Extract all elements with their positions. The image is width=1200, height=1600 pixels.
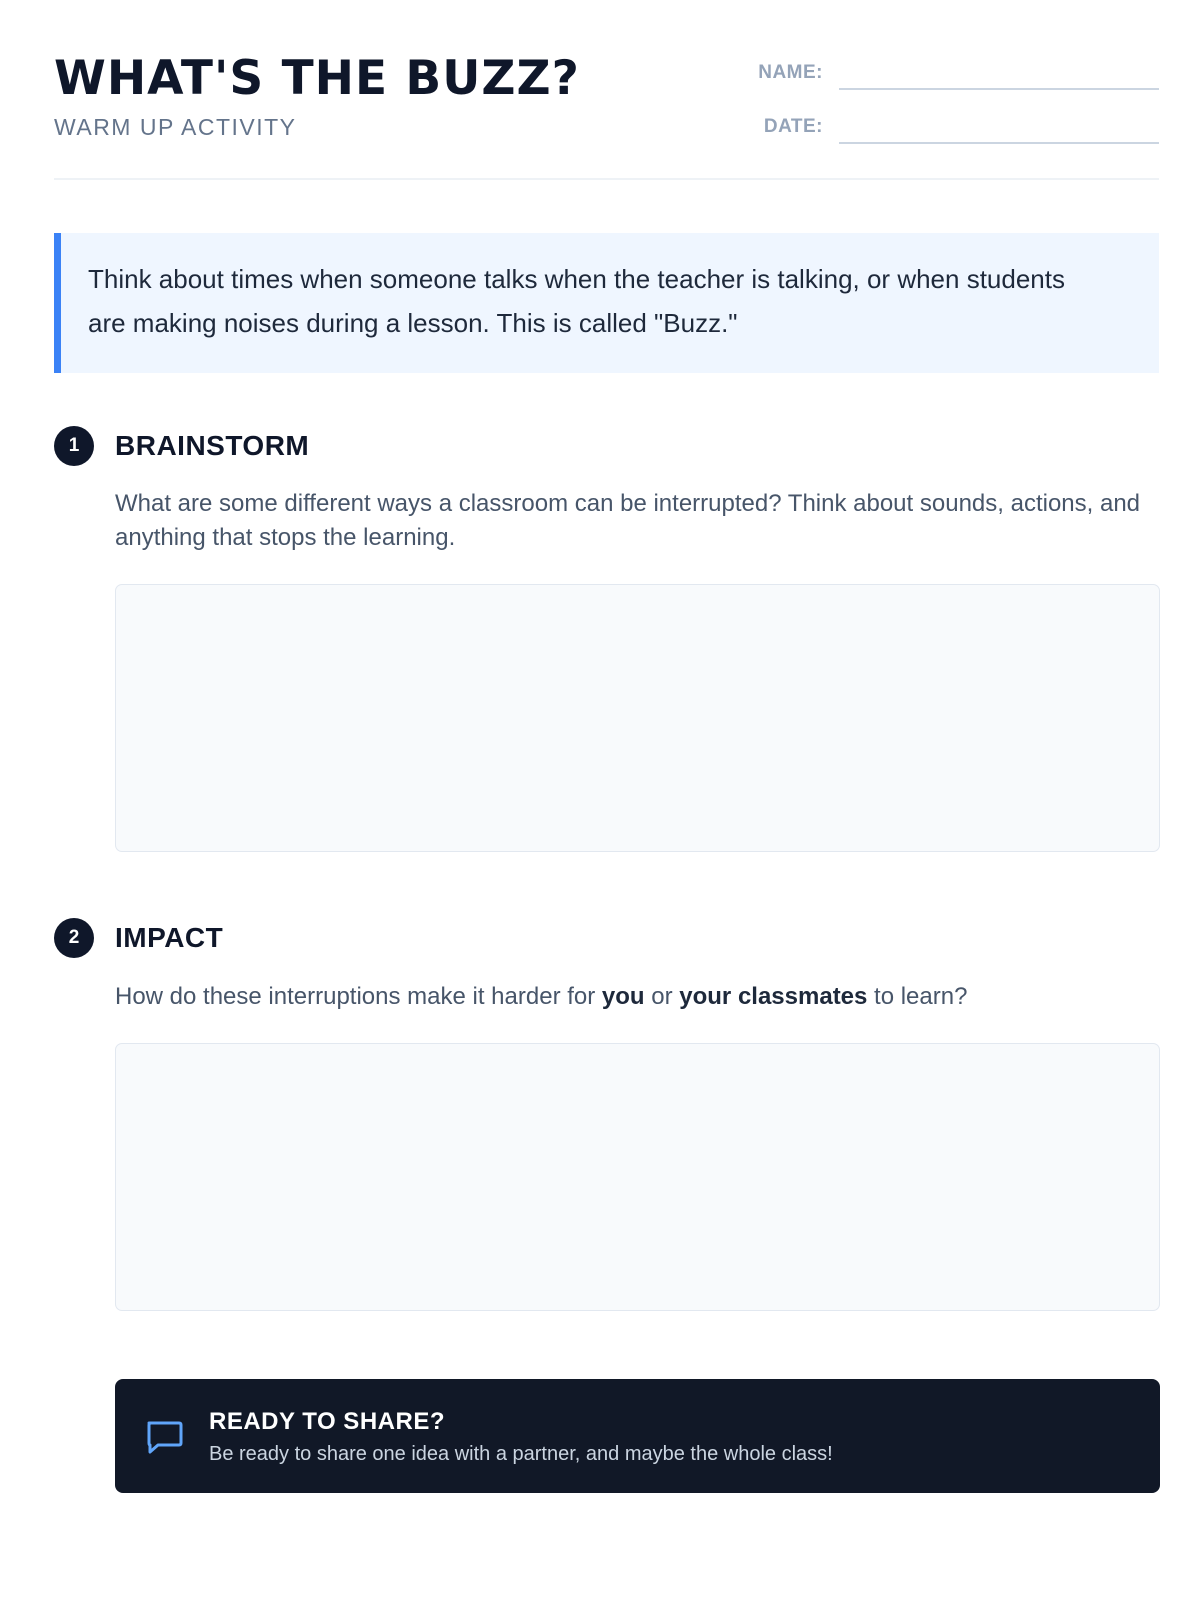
date-row xyxy=(699,110,1159,150)
worksheet-header xyxy=(54,48,1159,180)
section-title-impact: IMPACT xyxy=(115,922,224,953)
page-subtitle: WARM UP ACTIVITY xyxy=(54,114,297,140)
chat-bubble-icon xyxy=(143,1415,185,1457)
name-field[interactable] xyxy=(839,64,1159,90)
impact-prompt-emphasis-you: you xyxy=(601,983,645,1010)
section-brainstorm-header xyxy=(54,425,654,467)
impact-answer-box[interactable] xyxy=(115,1043,1160,1311)
impact-prompt xyxy=(115,980,1160,1014)
intro-callout xyxy=(54,233,1159,373)
impact-prompt-text: How do these interruptions make it harder for xyxy=(115,983,602,1010)
section-title-brainstorm: BRAINSTORM xyxy=(115,430,310,461)
share-title: READY TO SHARE? xyxy=(209,1408,445,1435)
name-label: NAME: xyxy=(758,62,823,83)
brainstorm-answer-box[interactable] xyxy=(115,584,1160,852)
section-impact-header xyxy=(54,917,654,959)
section-number-badge: 1 xyxy=(54,426,94,466)
intro-text: Think about times when someone talks when the teacher is talking, or when students are making noises during a lesson. This is called "Buzz." xyxy=(88,264,1065,338)
section-number-badge: 2 xyxy=(54,918,94,958)
share-banner xyxy=(115,1379,1160,1493)
date-label: DATE: xyxy=(763,116,823,137)
impact-prompt-text: to learn? xyxy=(867,983,968,1010)
name-row xyxy=(699,56,1159,96)
brainstorm-prompt: What are some different ways a classroom can be interrupted? Think about sounds, actions, and anything that stops the learning. xyxy=(115,490,1141,551)
page-title: WHAT'S THE BUZZ? xyxy=(54,51,580,106)
date-field[interactable] xyxy=(839,118,1159,144)
impact-prompt-emphasis-classmates: your classmates xyxy=(679,983,868,1010)
share-subtitle: Be ready to share one idea with a partner, and maybe the whole class! xyxy=(209,1443,833,1465)
impact-prompt-text: or xyxy=(644,983,680,1010)
